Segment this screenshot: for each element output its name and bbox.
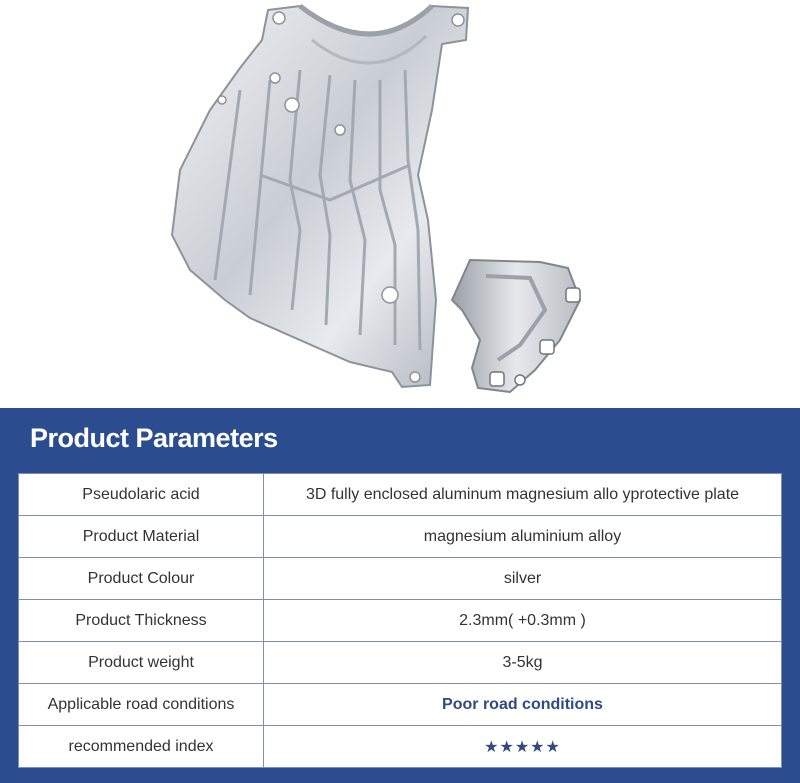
table-row xyxy=(19,684,782,726)
param-label: Applicable road conditions xyxy=(19,684,264,726)
param-value: silver xyxy=(264,558,782,600)
param-label: Product weight xyxy=(19,642,264,684)
table-row xyxy=(19,726,782,768)
param-label: Pseudolaric acid xyxy=(19,474,264,516)
param-label: Product Thickness xyxy=(19,600,264,642)
param-label: Product Material xyxy=(19,516,264,558)
param-value: 3-5kg xyxy=(264,642,782,684)
side-bracket xyxy=(452,260,580,392)
param-label: Product Colour xyxy=(19,558,264,600)
param-value: magnesium aluminium alloy xyxy=(264,516,782,558)
table-row xyxy=(19,600,782,642)
table-row xyxy=(19,474,782,516)
rating-stars: ★★★★★ xyxy=(264,726,782,768)
param-value: 2.3mm( +0.3mm ) xyxy=(264,600,782,642)
param-label: recommended index xyxy=(19,726,264,768)
table-row xyxy=(19,642,782,684)
param-value: 3D fully enclosed aluminum magnesium allo yprotective plate xyxy=(264,474,782,516)
section-title: Product Parameters xyxy=(30,423,278,453)
parameters-table xyxy=(18,473,782,768)
table-row xyxy=(19,516,782,558)
param-value: Poor road conditions xyxy=(264,684,782,726)
table-row xyxy=(19,558,782,600)
main-plate xyxy=(172,6,468,387)
product-parameters-panel xyxy=(0,408,800,783)
